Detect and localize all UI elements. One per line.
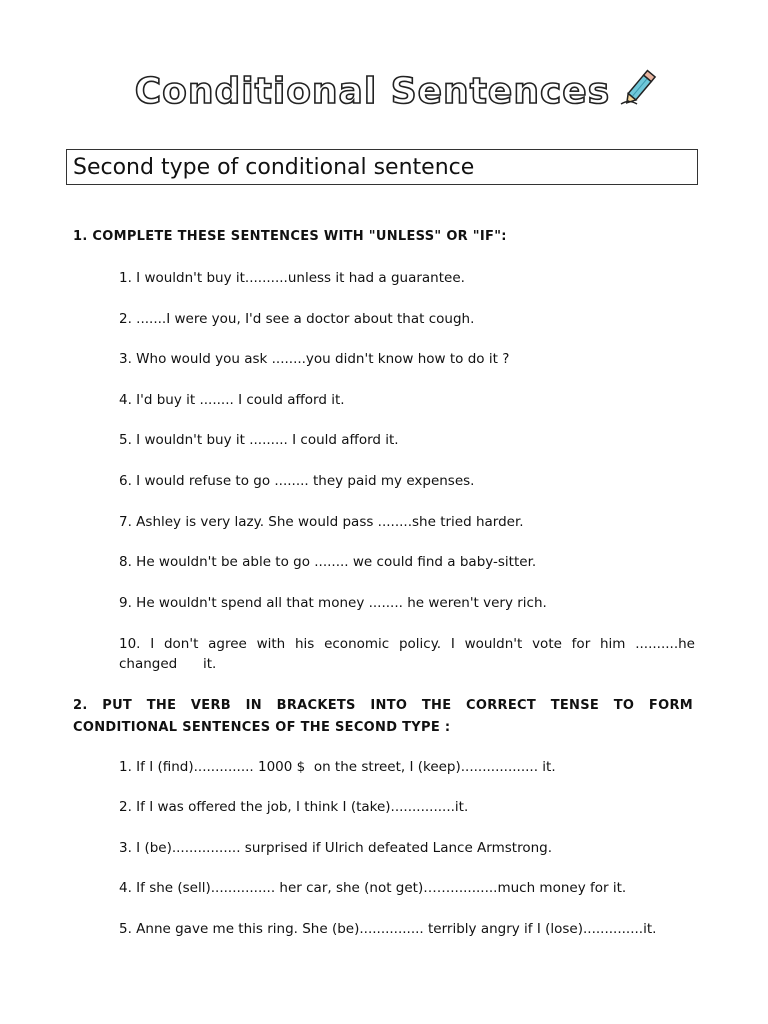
list-item: 1. If I (find).............. 1000 $ on the street, I (keep).................. it.	[119, 759, 556, 775]
list-item: 5. I wouldn't buy it ......... I could afford it.	[119, 432, 399, 448]
pencil-icon	[619, 64, 663, 112]
section1-heading: 1. COMPLETE THESE SENTENCES WITH "UNLESS" OR "IF":	[73, 229, 507, 244]
list-item: 9. He wouldn't spend all that money ........ he weren't very rich.	[119, 595, 547, 611]
section2-heading-line2: CONDITIONAL SENTENCES OF THE SECOND TYPE :	[73, 720, 451, 735]
list-item: 3. Who would you ask ........you didn't know how to do it ?	[119, 351, 510, 367]
list-item-10-line1: 10. I don't agree with his economic policy. I wouldn't vote for him ..........he	[119, 636, 695, 652]
subtitle: Second type of conditional sentence	[73, 155, 475, 180]
list-item-10	[119, 634, 695, 674]
subtitle-box	[66, 149, 698, 185]
list-item: 6. I would refuse to go ........ they paid my expenses.	[119, 473, 475, 489]
list-item: 1. I wouldn't buy it..........unless it had a guarantee.	[119, 270, 465, 286]
section2-heading	[73, 695, 693, 739]
list-item: 7. Ashley is very lazy. She would pass ........she tried harder.	[119, 514, 524, 530]
title-area	[0, 70, 768, 130]
list-item: 4. I'd buy it ........ I could afford it.	[119, 392, 345, 408]
page-title: Conditional Sentences	[134, 70, 611, 112]
list-item-10-line2: changed it.	[119, 656, 217, 672]
list-item: 2. If I was offered the job, I think I (take)...............it.	[119, 799, 469, 815]
list-item: 2. .......I were you, I'd see a doctor about that cough.	[119, 311, 475, 327]
list-item: 8. He wouldn't be able to go ........ we could find a baby-sitter.	[119, 554, 537, 570]
list-item: 3. I (be)................ surprised if Ulrich defeated Lance Armstrong.	[119, 840, 553, 856]
list-item: 4. If she (sell)............... her car, she (not get)……...........much money for it.	[119, 880, 627, 896]
list-item: 5. Anne gave me this ring. She (be)............... terribly angry if I (lose)..............it.	[119, 921, 657, 937]
section2-heading-line1: 2. PUT THE VERB IN BRACKETS INTO THE CORRECT TENSE TO FORM	[73, 698, 693, 713]
